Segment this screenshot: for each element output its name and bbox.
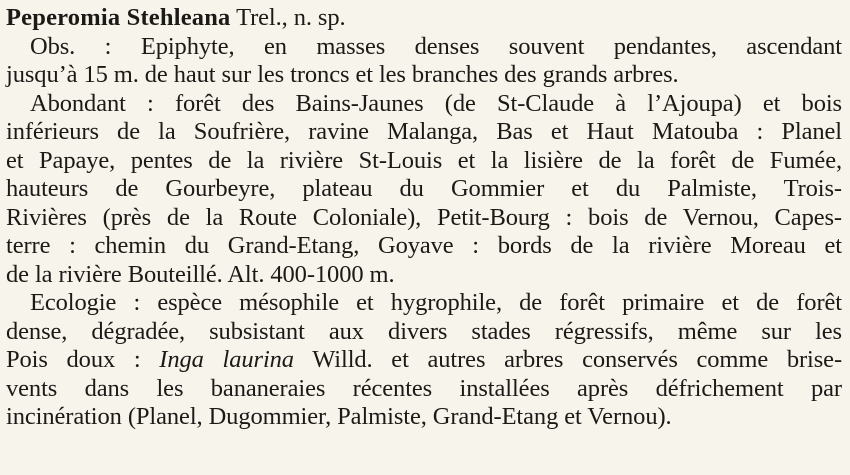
paragraph-line: vents dans les bananeraies récentes installées après défrichement par [6, 374, 842, 402]
species-heading [6, 4, 842, 33]
text-run: Willd. et autres arbres conservés comme brise- [293, 346, 843, 373]
paragraph-line: dense, dégradée, subsistant aux divers stades régressifs, même sur les [6, 317, 842, 345]
paragraph-line: Obs. : Epiphyte, en masses denses souvent pendantes, ascendant [30, 32, 842, 60]
paragraph-obs [6, 33, 842, 90]
paragraph-line: et Papaye, pentes de la rivière St-Louis et la lisière de la forêt de Fumée, [6, 146, 842, 174]
paragraph-line: terre : chemin du Grand-Etang, Goyave : bords de la rivière Moreau et [6, 232, 842, 259]
paragraph-line: Abondant : forêt des Bains-Jaunes (de St-Claude à l’Ajoupa) et bois [30, 89, 842, 117]
paragraph-ecologie [6, 289, 842, 432]
species-author: Trel., n. sp. [230, 4, 346, 31]
italic-species-name: Inga laurina [159, 346, 294, 373]
species-name: Peperomia Stehleana [6, 4, 231, 31]
paragraph-line: Rivières (près de la Route Coloniale), Petit-Bourg : bois de Vernou, Capes- [6, 203, 842, 231]
paragraph-line: de la rivière Bouteillé. Alt. 400-1000 m. [6, 260, 395, 288]
text-run: Pois doux : [6, 346, 160, 373]
paragraph-line: inférieurs de la Soufrière, ravine Malanga, Bas et Haut Matouba : Planel [6, 118, 842, 145]
paragraph-abondant [6, 90, 842, 290]
paragraph-line: Ecologie : espèce mésophile et hygrophile, de forêt primaire et de forêt [30, 289, 842, 316]
paragraph-line: jusqu’à 15 m. de haut sur les troncs et les branches des grands arbres. [6, 61, 679, 88]
paragraph-line-with-italic [6, 346, 842, 375]
paragraph-line: incinération (Planel, Dugommier, Palmiste, Grand-Etang et Vernou). [6, 403, 672, 430]
paragraph-line: hauteurs de Gourbeyre, plateau du Gommier et du Palmiste, Trois- [6, 175, 842, 202]
